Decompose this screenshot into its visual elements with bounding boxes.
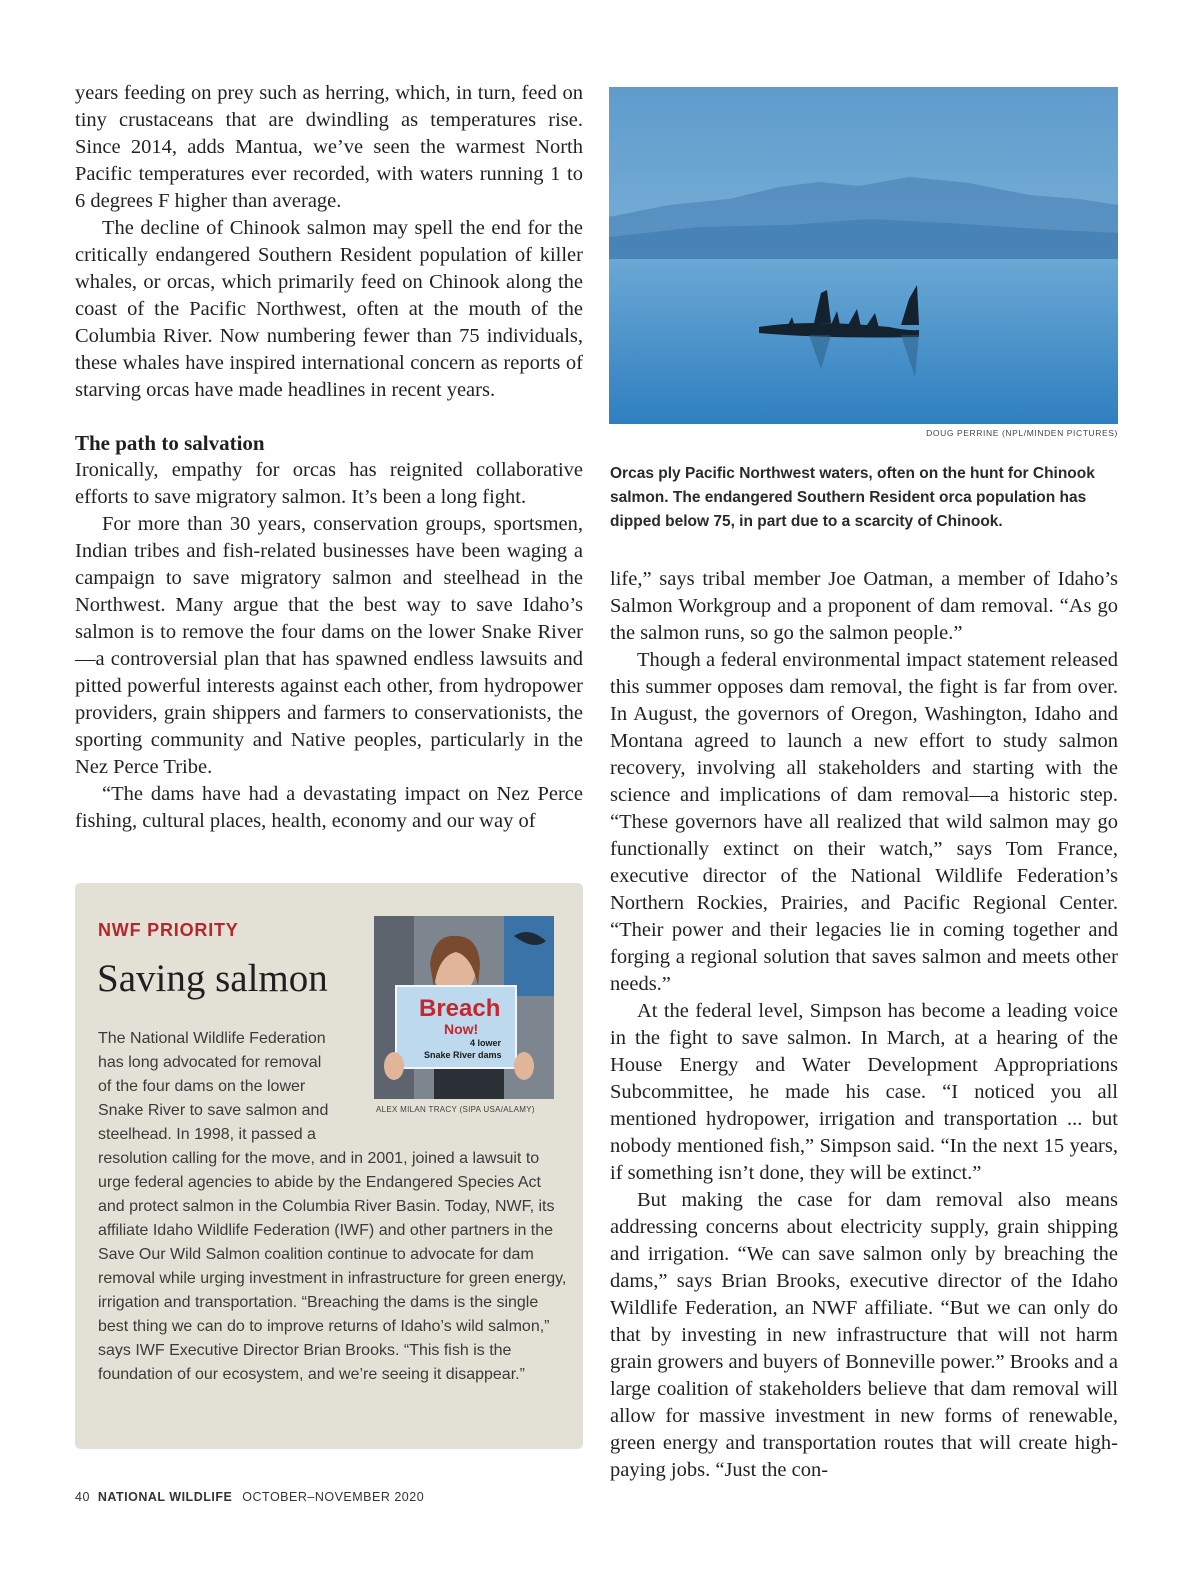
- sidebar-kicker: NWF PRIORITY: [98, 920, 239, 940]
- sidebar-body-line: Snake River to save salmon and: [98, 1102, 329, 1119]
- orca-photo: [609, 87, 1118, 424]
- sign-breach-text: Breach: [419, 995, 501, 1022]
- body-paragraph: years feeding on prey such as herring, which, in turn, feed on tiny crustaceans that are dwindling as temperatures rise. Since 2014, adds Mantua, we’ve seen the warmest North Pacific temperatures ever recorded, with waters running 1 to 6 degrees F higher than average.: [75, 82, 583, 212]
- issue-date: OCTOBER–NOVEMBER 2020: [242, 1490, 425, 1504]
- section-heading: The path to salvation: [75, 431, 265, 455]
- sign-now-text: Now!: [444, 1021, 479, 1037]
- sign-lower-text: 4 lower: [470, 1038, 502, 1048]
- photo-credit: DOUG PERRINE (NPL/MINDEN PICTURES): [926, 428, 1118, 438]
- sidebar-body-rest: resolution calling for the move, and in 2001, joined a lawsuit to urge federal agencies to abide by the Endangered Species Act and protect salmon in the Columbia River Basin. Today, NWF, its affiliate Idaho Wildlife Federation (IWF) and other partners in the Save Our Wild Salmon coalition continue to advocate for dam removal while urging investment in infrastructure for green energy, irrigation and transportation. “Breaching the dams is the single best thing we can do to improve returns of Idaho’s wild salmon,” says IWF Executive Director Brian Brooks. “This fish is the foundation of our ecosystem, and we’re seeing it disappear.”: [98, 1150, 567, 1383]
- publication-name: NATIONAL WILDLIFE: [97, 1490, 233, 1504]
- sidebar-body-line: of the four dams on the lower: [98, 1078, 306, 1095]
- body-paragraph: But making the case for dam removal also means addressing concerns about electricity supply, grain shipping and irrigation. “We can save salmon only by breaching the dams,” says Brian Brooks, executive director of the Idaho Wildlife Federation, an NWF affiliate. “But we can only do that by investing in new infrastructure that will not harm grain growers and buyers of Bonneville power.” Brooks and a large coalition of stakeholders believe that dam removal will allow for massive investment in new forms of renewable, green energy and transportation routes that will create high-paying jobs. “Just the con-: [610, 1189, 1118, 1481]
- sign-dams-text: Snake River dams: [424, 1050, 502, 1060]
- orca-photo-illustration: [609, 87, 1118, 424]
- body-paragraph: Ironically, empathy for orcas has reignited collaborative efforts to save migratory salmon. It’s been a long fight.: [75, 459, 583, 508]
- sidebar-body-line: has long advocated for removal: [98, 1054, 322, 1071]
- photo-caption: Orcas ply Pacific Northwest waters, often on the hunt for Chinook salmon. The endangered Southern Resident orca population has dipped below 75, in part due to a scarcity of Chinook.: [610, 465, 1095, 530]
- sidebar-body: [98, 1027, 568, 1387]
- sidebar-title: Saving salmon: [97, 957, 328, 1000]
- sidebar-body-line: steelhead. In 1998, it passed a: [98, 1126, 316, 1143]
- page-footer: [75, 1490, 424, 1504]
- body-paragraph: “The dams have had a devastating impact on Nez Perce fishing, cultural places, health, economy and our way of: [75, 783, 583, 832]
- body-paragraph: At the federal level, Simpson has become a leading voice in the fight to save salmon. In March, at a hearing of the House Energy and Water Development Appropriations Subcommittee, he made his case. “I noticed you all mentioned hydropower, irrigation and transportation ... but nobody mentioned fish,” Simpson said. “In the next 15 years, if something isn’t done, they will be extinct.”: [610, 1000, 1118, 1184]
- body-paragraph: The decline of Chinook salmon may spell the end for the critically endangered Southern Resident population of killer whales, or orcas, which primarily feed on Chinook along the coast of the Pacific Northwest, often at the mouth of the Columbia River. Now numbering fewer than 75 individuals, these whales have inspired international concern as reports of starving orcas have made headlines in recent years.: [75, 217, 583, 401]
- right-column: [610, 566, 1118, 1484]
- nwf-priority-sidebar: [75, 883, 583, 1449]
- page-number: 40: [75, 1490, 90, 1504]
- sidebar-body-line: The National Wildlife Federation: [98, 1030, 326, 1047]
- body-paragraph: life,” says tribal member Joe Oatman, a member of Idaho’s Salmon Workgroup and a proponent of dam removal. “As go the salmon runs, so go the salmon people.”: [610, 568, 1118, 644]
- body-paragraph: Though a federal environmental impact statement released this summer opposes dam removal, the fight is far from over. In August, the governors of Oregon, Washington, Idaho and Montana agreed to launch a new effort to study salmon recovery, involving all stakeholders and starting with the science and implications of dam removal—a historic step. “These governors have all realized that wild salmon may go functionally extinct on their watch,” says Tom France, executive director of the National Wildlife Federation’s Northern Rockies, Prairies, and Pacific Regional Center. “Their power and their legacies lie in coming together and forging a regional solution that saves salmon and meets other needs.”: [610, 649, 1118, 995]
- body-paragraph: For more than 30 years, conservation groups, sportsmen, Indian tribes and fish-related businesses have been waging a campaign to save migratory salmon and steelhead in the Northwest. Many argue that the best way to save Idaho’s salmon is to remove the four dams on the lower Snake River—a controversial plan that has spawned endless lawsuits and pitted powerful interests against each other, from hydropower providers, grain shippers and farmers to conservationists, the sporting community and Native peoples, particularly in the Nez Perce Tribe.: [75, 513, 583, 778]
- left-column: [75, 80, 583, 835]
- sidebar-photo-credit: ALEX MILAN TRACY (SIPA USA/ALAMY): [376, 1105, 535, 1114]
